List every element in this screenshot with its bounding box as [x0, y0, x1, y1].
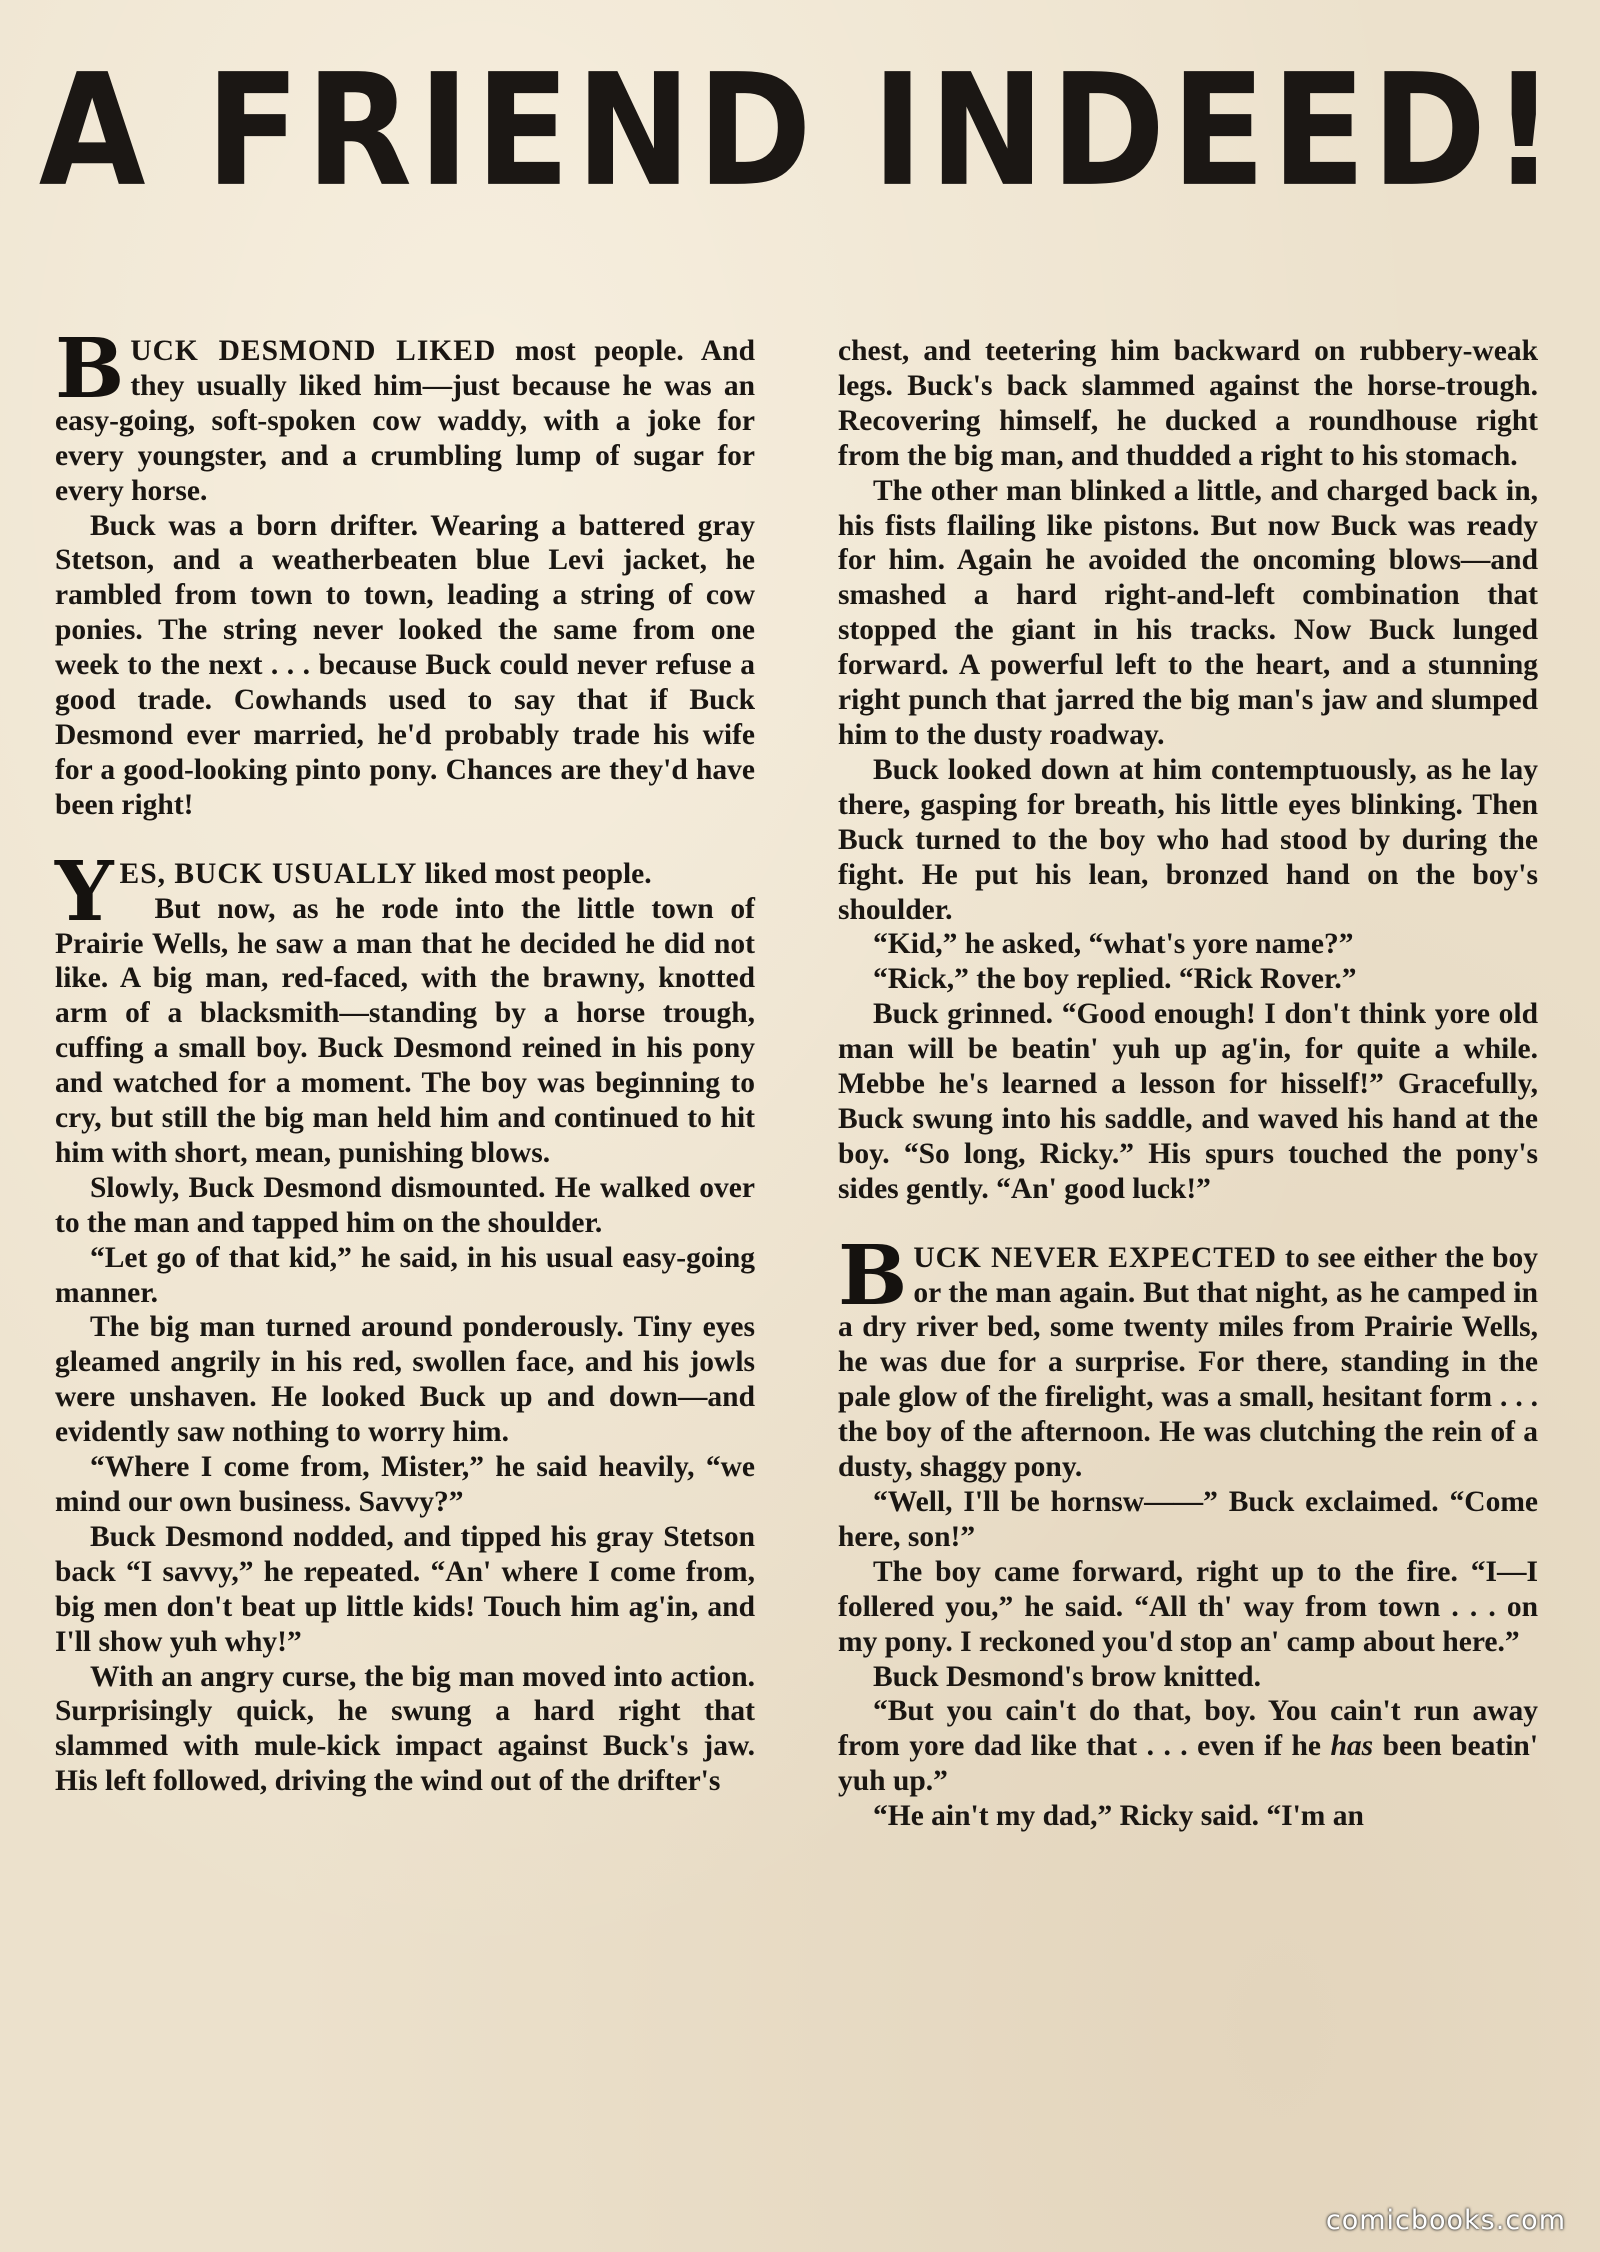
paragraph-text: “But you cain't do that, boy. You cain't run away from yore dad like that . . . even if he	[838, 1695, 1538, 1763]
paragraph: chest, and teetering him backward on rubbery-weak legs. Buck's back slammed against the horse-trough. Recovering himself, he ducked a roundhouse right from the big man, and thudded a right to his stomach.	[838, 335, 1538, 472]
paragraph: Buck Desmond's brow knitted.	[873, 1660, 1261, 1693]
paragraph: “Rick,” the boy replied. “Rick Rover.”	[873, 963, 1357, 996]
paragraph: With an angry curse, the big man moved into action. Surprisingly quick, he swung a hard right that slammed with mule-kick impact against Buck's jaw. His left followed, driving the wind out of the drifter's	[55, 1660, 755, 1798]
paragraph	[55, 843, 755, 940]
paragraph-text: been beatin' yuh up.”	[838, 1730, 1539, 1798]
paragraph	[55, 321, 755, 509]
lead-caps: ES, BUCK USUALLY	[119, 857, 418, 890]
left-column	[55, 321, 755, 1799]
paragraph: The other man blinked a little, and charged back in, his fists flailing like pistons. But now Buck was ready for him. Again he avoided the oncoming blows—and smashed a hard right-and-left combination that stopped the giant in his tracks. Now Buck lunged forward. A powerful left to the heart, and a stunning right punch that jarred the big man's jaw and slumped him to the dusty roadway.	[838, 474, 1538, 751]
watermark: comicbooks.com	[1325, 2205, 1566, 2236]
paragraph-text: most people. And they usually liked him—just because he was an easy-going, soft-spoken cow waddy, with a joke for every youngster, and a crumbling lump of sugar for every horse.	[55, 335, 755, 507]
drop-cap: Y	[55, 843, 114, 940]
paragraph	[838, 1694, 1538, 1799]
paragraph: “Let go of that kid,” he said, in his usual easy-going manner.	[55, 1241, 755, 1309]
paragraph: Buck was a born drifter. Wearing a battered gray Stetson, and a weatherbeaten blue Levi jacket, he rambled from town to town, leading a string of cow ponies. The string never looked the same from one week to the next . . . because Buck could never refuse a good trade. Cowhands used to say that if Buck Desmond ever married, he'd probably trade his wife for a good-looking pinto pony. Chances are they'd have been right!	[55, 509, 755, 821]
paragraph: The big man turned around ponderously. Tiny eyes gleamed angrily in his red, swollen face, and his jowls were unshaven. He looked Buck up and down—and evidently saw nothing to worry him.	[55, 1311, 755, 1449]
right-column	[838, 334, 1538, 1834]
paragraph: Buck looked down at him contemptuously, as he lay there, gasping for breath, his little eyes blinking. Then Buck turned to the boy who had stood by during the fight. He put his lean, bronzed hand on the boy's shoulder.	[838, 753, 1538, 926]
drop-cap: B	[838, 1227, 908, 1324]
paragraph: The boy came forward, right up to the fire. “I—I follered you,” he said. “All th' way from town . . . on my pony. I reckoned you'd stop an' camp about here.”	[838, 1555, 1538, 1658]
paragraph: “Where I come from, Mister,” he said heavily, “we mind our own business. Savvy?”	[55, 1451, 755, 1518]
paragraph: Buck grinned. “Good enough! I don't think yore old man will be beatin' yuh up ag'in, for quite a while. Mebbe he's learned a lesson for hisself!” Gracefully, Buck swung into his saddle, and waved his hand at the boy. “So long, Ricky.” His spurs touched the pony's sides gently. “An' good luck!”	[838, 998, 1538, 1205]
paragraph: Buck Desmond nodded, and tipped his gray Stetson back “I savvy,” he repeated. “An' where I come from, big men don't beat up little kids! Touch him ag'in, and I'll show yuh why!”	[55, 1520, 755, 1658]
paragraph: Slowly, Buck Desmond dismounted. He walked over to the man and tapped him on the shoulder.	[55, 1171, 755, 1239]
paragraph	[838, 1227, 1538, 1485]
lead-caps: UCK NEVER EXPECTED	[913, 1241, 1277, 1274]
emphasis-text: has	[1330, 1730, 1374, 1763]
paragraph: “Kid,” he asked, “what's yore name?”	[873, 928, 1354, 961]
paragraph: “Well, I'll be hornsw——” Buck exclaimed. “Come here, son!”	[838, 1486, 1538, 1553]
paragraph: “He ain't my dad,” Ricky said. “I'm an	[873, 1800, 1364, 1833]
lead-caps: UCK DESMOND LIKED	[130, 335, 497, 367]
drop-cap: B	[55, 321, 125, 417]
paragraph: But now, as he rode into the little town of Prairie Wells, he saw a man that he decided he did not like. A big man, red-faced, with the brawny, knotted arm of a blacksmith—standing by a horse trough, cuffing a small boy. Buck Desmond reined in his pony and watched for a moment. The boy was beginning to cry, but still the big man held him and continued to hit him with short, mean, punishing blows.	[55, 892, 755, 1169]
story-title: A FRIEND INDEED!	[38, 40, 1562, 221]
paragraph-text: liked most people.	[417, 857, 652, 890]
paragraph-text: to see either the boy or the man again. But that night, as he camped in a dry river bed, some twenty miles from Prairie Wells, he was due for a surprise. For there, standing in the pale glow of the firelight, was a small, hesitant form . . . the boy of the afternoon. He was clutching the rein of a dusty, shaggy pony.	[838, 1241, 1538, 1484]
